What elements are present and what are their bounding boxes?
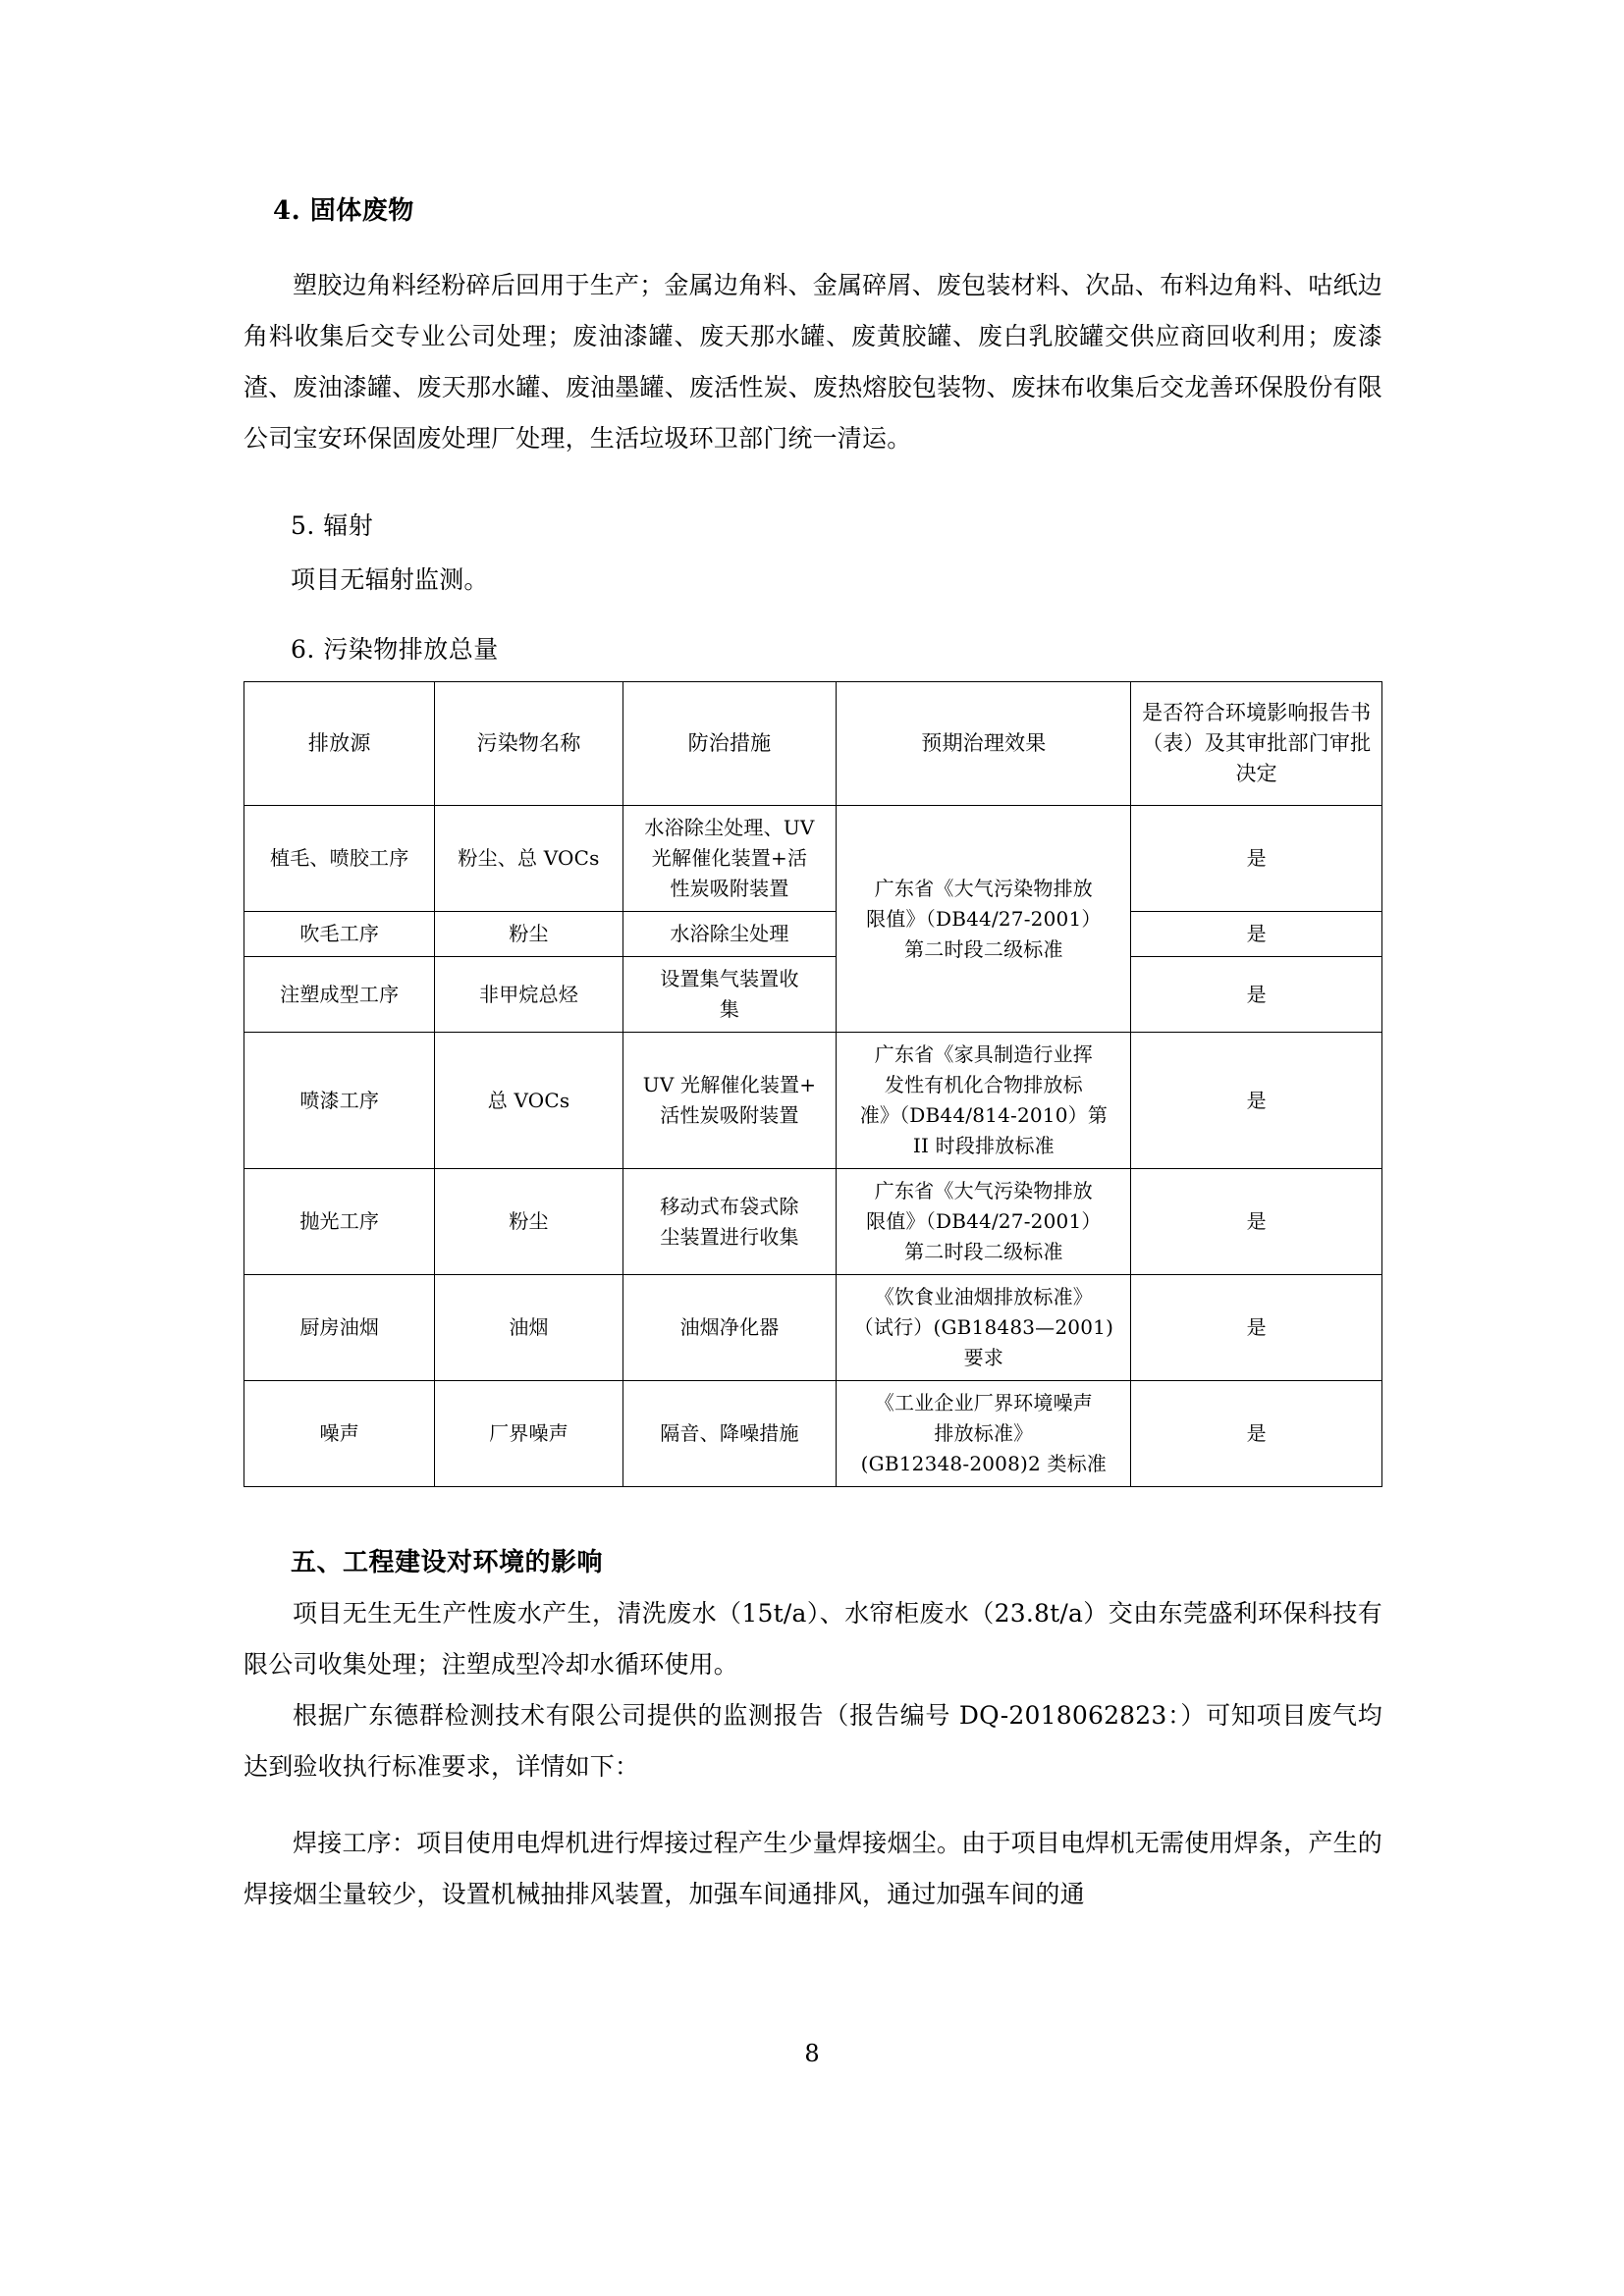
cell-source: 注塑成型工序: [244, 957, 435, 1033]
cell-compliance: 是: [1131, 957, 1382, 1033]
cell-measure: UV 光解催化装置+ 活性炭吸附装置: [623, 1033, 837, 1169]
heading-solid-waste: 4. 固体废物: [273, 196, 414, 226]
column-header-source: 排放源: [244, 682, 435, 806]
cell-pollutant: 非甲烷总烃: [435, 957, 623, 1033]
table-row: [244, 957, 1382, 1033]
cell-pollutant: 粉尘: [435, 912, 623, 957]
column-header-effect: 预期治理效果: [837, 682, 1131, 806]
page-number: 8: [804, 2040, 820, 2067]
column-header-compliance: 是否符合环境影响报告书（表）及其审批部门审批决定: [1131, 682, 1382, 806]
table-header-row: [244, 682, 1382, 806]
cell-source: 喷漆工序: [244, 1033, 435, 1169]
cell-measure: 移动式布袋式除 尘装置进行收集: [623, 1169, 837, 1275]
paragraph-env-impact-1: 项目无生无生产性废水产生，清洗废水（15t/a）、水帘柜废水（23.8t/a）交由东莞盛利环保科技有限公司收集处理；注塑成型冷却水循环使用。: [244, 1599, 1382, 1679]
emission-table: [244, 681, 1382, 1487]
cell-effect: 《饮食业油烟排放标准》 （试行）(GB18483—2001) 要求: [837, 1275, 1131, 1381]
cell-compliance: 是: [1131, 806, 1382, 912]
emission-table-body: [244, 806, 1382, 1487]
heading-env-impact: 五、工程建设对环境的影响: [291, 1548, 604, 1577]
cell-effect: 广东省《大气污染物排放 限值》（DB44/27-2001） 第二时段二级标准: [837, 1169, 1131, 1275]
cell-compliance: 是: [1131, 1381, 1382, 1487]
cell-pollutant: 厂界噪声: [435, 1381, 623, 1487]
table-row: [244, 1169, 1382, 1275]
cell-pollutant: 油烟: [435, 1275, 623, 1381]
cell-compliance: 是: [1131, 1169, 1382, 1275]
paragraph-env-impact-3: 焊接工序：项目使用电焊机进行焊接过程产生少量焊接烟尘。由于项目电焊机无需使用焊条，产生的焊接烟尘量较少，设置机械抽排风装置，加强车间通排风，通过加强车间的通: [244, 1829, 1382, 1908]
spacer: [244, 464, 1382, 507]
paragraph-env-impact-2: 根据广东德群检测技术有限公司提供的监测报告（报告编号 DQ-2018062823：）可知项目废气均达到验收执行标准要求，详情如下：: [244, 1701, 1382, 1781]
cell-compliance: 是: [1131, 912, 1382, 957]
spacer: [244, 1792, 1382, 1818]
cell-pollutant: 粉尘: [435, 1169, 623, 1275]
cell-source: 吹毛工序: [244, 912, 435, 957]
column-header-pollutant: 污染物名称: [435, 682, 623, 806]
cell-effect: 广东省《大气污染物排放 限值》（DB44/27-2001） 第二时段二级标准: [837, 806, 1131, 1033]
cell-source: 植毛、喷胶工序: [244, 806, 435, 912]
cell-compliance: 是: [1131, 1275, 1382, 1381]
cell-measure: 油烟净化器: [623, 1275, 837, 1381]
cell-measure: 设置集气装置收 集: [623, 957, 837, 1033]
paragraph-radiation: 项目无辐射监测。: [291, 564, 489, 594]
cell-pollutant: 粉尘、总 VOCs: [435, 806, 623, 912]
table-row: [244, 1381, 1382, 1487]
cell-pollutant: 总 VOCs: [435, 1033, 623, 1169]
cell-source: 抛光工序: [244, 1169, 435, 1275]
cell-measure: 水浴除尘处理: [623, 912, 837, 957]
cell-measure: 水浴除尘处理、UV 光解催化装置+活 性炭吸附装置: [623, 806, 837, 912]
column-header-measure: 防治措施: [623, 682, 837, 806]
cell-source: 噪声: [244, 1381, 435, 1487]
spacer: [244, 606, 1382, 631]
cell-measure: 隔音、降噪措施: [623, 1381, 837, 1487]
cell-effect: 广东省《家具制造行业挥 发性有机化合物排放标 准》（DB44/814-2010）第 II 时段排放标准: [837, 1033, 1131, 1169]
cell-compliance: 是: [1131, 1033, 1382, 1169]
page-content: [244, 192, 1382, 1920]
table-row: [244, 912, 1382, 957]
table-row: [244, 1275, 1382, 1381]
cell-source: 厨房油烟: [244, 1275, 435, 1381]
heading-radiation: 5. 辐射: [291, 511, 374, 540]
table-row: [244, 806, 1382, 912]
heading-emission-total: 6. 污染物排放总量: [291, 634, 499, 664]
spacer: [244, 1487, 1382, 1544]
paragraph-solid-waste: 塑胶边角料经粉碎后回用于生产；金属边角料、金属碎屑、废包装材料、次品、布料边角料、咕纸边角料收集后交专业公司处理；废油漆罐、废天那水罐、废黄胶罐、废白乳胶罐交供应商回收利用；废漆渣、废油漆罐、废天那水罐、废油墨罐、废活性炭、废热熔胶包装物、废抹布收集后交龙善环保股份有限公司宝安环保固废处理厂处理，生活垃圾环卫部门统一清运。: [244, 271, 1382, 453]
table-row: [244, 1033, 1382, 1169]
cell-effect: 《工业企业厂界环境噪声 排放标准》 (GB12348-2008)2 类标准: [837, 1381, 1131, 1487]
